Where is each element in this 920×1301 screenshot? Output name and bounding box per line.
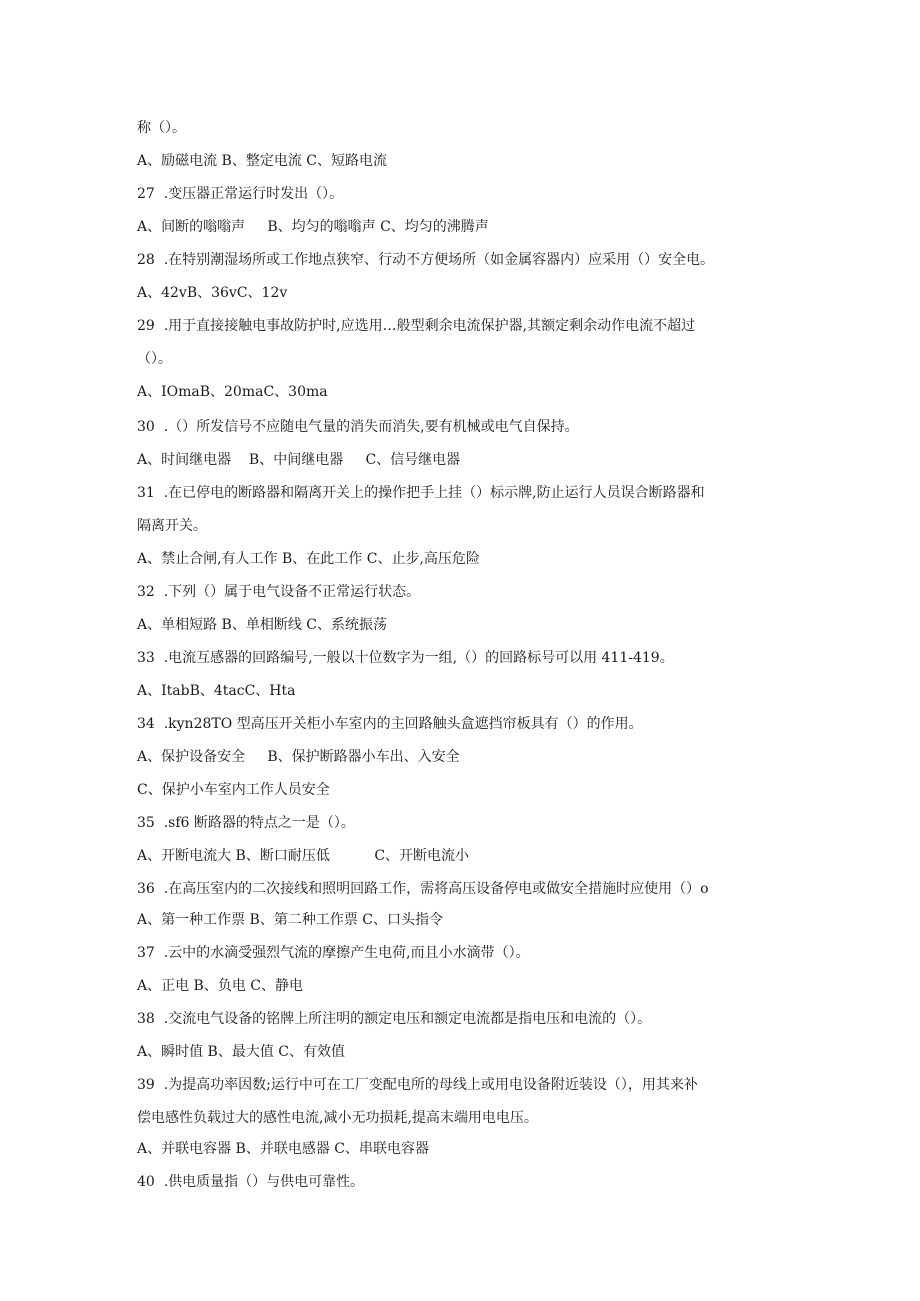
answer-options: A、第一种工作票 B、第二种工作票 C、口头指令 — [137, 912, 444, 928]
answer-options: A、42vB、36vC、12v — [137, 285, 288, 301]
question-31: 31 .在已停电的断路器和隔离开关上的操作把手上挂（）标示牌,防止运行人员误合断路器和 — [137, 485, 705, 501]
question-27: 27 .变压器正常运行时发出（）。 — [137, 186, 344, 202]
question-text-continuation: （）。 — [137, 351, 172, 367]
question-text-continuation: 称（）。 — [137, 120, 186, 136]
question-38: 38 .交流电气设备的铭牌上所注明的额定电压和额定电流都是指电压和电流的（）。 — [137, 1011, 652, 1027]
answer-options: A、并联电容器 B、并联电感器 C、串联电容器 — [137, 1141, 430, 1157]
question-30: 30 .（）所发信号不应随电气量的消失而消失,要有机械或电气自保持。 — [137, 419, 579, 435]
answer-options: A、IOmaB、20maC、30ma — [137, 384, 328, 400]
answer-options: A、瞬时值 B、最大值 C、有效值 — [137, 1044, 346, 1060]
question-36: 36 .在高压室内的二次接线和照明回路工作，需将高压设备停电或做安全措施时应使用（）o — [137, 881, 709, 897]
answer-options: A、ItabB、4tacC、Hta — [137, 683, 296, 699]
question-35: 35 .sf6 断路器的特点之一是（）。 — [137, 815, 355, 831]
answer-options: A、开断电流大 B、断口耐压低 C、开断电流小 — [137, 848, 470, 864]
question-39: 39 .为提高功率因数;运行中可在工厂变配电所的母线上或用电设备附近装设（），用其来补 — [137, 1077, 698, 1093]
question-29: 29 .用于直接接触电事故防护时,应选用…般型剩余电流保护器,其额定剩余动作电流不超过 — [137, 318, 696, 334]
answer-options: A、正电 B、负电 C、静电 — [137, 978, 304, 994]
answer-options-continuation: C、保护小车室内工作人员安全 — [137, 782, 330, 798]
question-34: 34 .kyn28TO 型高压开关柜小车室内的主回路触头盒遮挡帘板具有（）的作用。 — [137, 716, 643, 732]
answer-options: A、单相短路 B、单相断线 C、系统振荡 — [137, 617, 388, 633]
question-text-continuation: 偿电感性负载过大的感性电流,减小无功损耗,提高末端用电电压。 — [137, 1110, 538, 1126]
question-28: 28 .在特别潮湿场所或工作地点狭窄、行动不方便场所（如金属容器内）应采用（）安全电。 — [137, 252, 715, 268]
question-33: 33 .电流互感器的回路编号,一般以十位数字为一组,（）的回路标号可以用 411-419。 — [137, 650, 674, 666]
question-text-continuation: 隔离开关。 — [137, 518, 207, 534]
answer-options: A、间断的嗡嗡声 B、均匀的嗡嗡声 C、均匀的沸腾声 — [137, 219, 489, 235]
question-40: 40 .供电质量指（）与供电可靠性。 — [137, 1174, 365, 1190]
question-37: 37 .云中的水滴受强烈气流的摩擦产生电荷,而且小水滴带（）。 — [137, 945, 530, 961]
question-32: 32 .下列（）属于电气设备不正常运行状态。 — [137, 584, 421, 600]
answer-options: A、励磁电流 B、整定电流 C、短路电流 — [137, 153, 388, 169]
answer-options: A、保护设备安全 B、保护断路器小车出、入安全 — [137, 749, 460, 765]
answer-options: A、时间继电器 B、中间继电器 C、信号继电器 — [137, 452, 461, 468]
answer-options: A、禁止合闸,有人工作 B、在此工作 C、止步,高压危险 — [137, 551, 480, 567]
